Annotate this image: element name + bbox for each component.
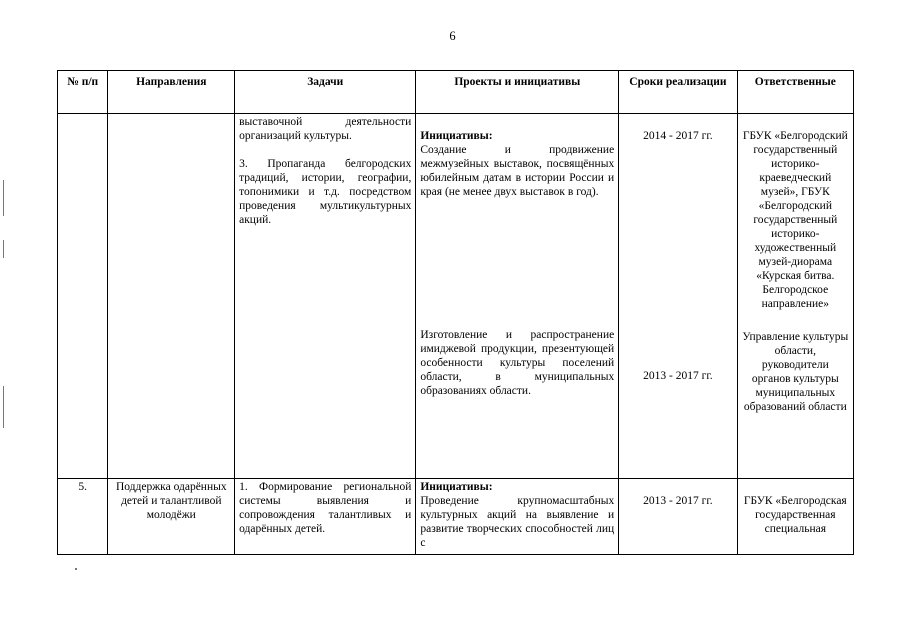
cell-tasks bbox=[235, 114, 416, 479]
term-row2: 2013 - 2017 гг. bbox=[643, 495, 713, 507]
header-num: № п/п bbox=[58, 71, 108, 114]
cell-term-2 bbox=[619, 479, 737, 555]
cell-num-empty bbox=[58, 114, 108, 479]
cell-terms bbox=[619, 114, 737, 479]
cell-direction: Поддержка одарённых детей и талантливой молодёжи bbox=[108, 479, 235, 555]
header-terms: Сроки реализации bbox=[619, 71, 737, 114]
scan-mark bbox=[3, 180, 4, 216]
cell-projects-2 bbox=[416, 479, 619, 555]
table-row bbox=[58, 479, 854, 555]
responsible-1: ГБУК «Белгородский государственный историко-краеведческий музей», ГБУК «Белгородский государственный историко-художественный музей-диорама «Курская битва. Белгородское направление» bbox=[742, 130, 848, 310]
task-continuation: выставочной деятельности организаций культуры. bbox=[239, 116, 412, 142]
header-projects: Проекты и инициативы bbox=[416, 71, 619, 114]
responsible-2: Управление культуры области, руководители органов культуры муниципальных образований области bbox=[742, 331, 849, 413]
page-number: 6 bbox=[449, 29, 456, 43]
task-item-3: 3. Пропаганда белгородских традиций, истории, географии, топонимики и т.д. посредством проведения мультикультурных акций. bbox=[239, 158, 412, 226]
initiative-text-2: Проведение крупномасштабных культурных акций на выявление и развитие творческих способностей лиц с bbox=[420, 495, 615, 549]
table-row bbox=[58, 114, 854, 479]
cell-task: 1. Формирование региональной системы выявления и сопровождения талантливых и одарённых детей. bbox=[235, 479, 416, 555]
responsible-row2: ГБУК «Белгородская государственная специальная bbox=[743, 495, 847, 535]
cell-projects bbox=[416, 114, 619, 479]
cell-num: 5. bbox=[58, 479, 108, 555]
cell-responsible bbox=[737, 114, 853, 479]
header-responsible: Ответственные bbox=[737, 71, 853, 114]
initiatives-heading-2: Инициативы: bbox=[420, 481, 493, 493]
action-plan-table bbox=[57, 70, 854, 555]
cell-responsible-2 bbox=[737, 479, 853, 555]
initiative-text: Создание и продвижение межмузейных выставок, посвящённых юбилейным датам в истории России и края (не менее двух выставок в год). bbox=[420, 144, 615, 198]
term-1: 2014 - 2017 гг. bbox=[643, 130, 713, 142]
scan-mark bbox=[3, 240, 4, 258]
scan-mark bbox=[3, 386, 4, 428]
scan-mark bbox=[75, 568, 77, 570]
table-header-row bbox=[58, 71, 854, 114]
header-tasks: Задачи bbox=[235, 71, 416, 114]
term-2: 2013 - 2017 гг. bbox=[643, 370, 713, 382]
project-text: Изготовление и распространение имиджевой продукции, презентующей особенности культуры поселений области, в муниципальных образованиях области. bbox=[420, 329, 615, 397]
header-direction: Направления bbox=[108, 71, 235, 114]
cell-direction-empty bbox=[108, 114, 235, 479]
initiatives-heading: Инициативы: bbox=[420, 130, 493, 142]
